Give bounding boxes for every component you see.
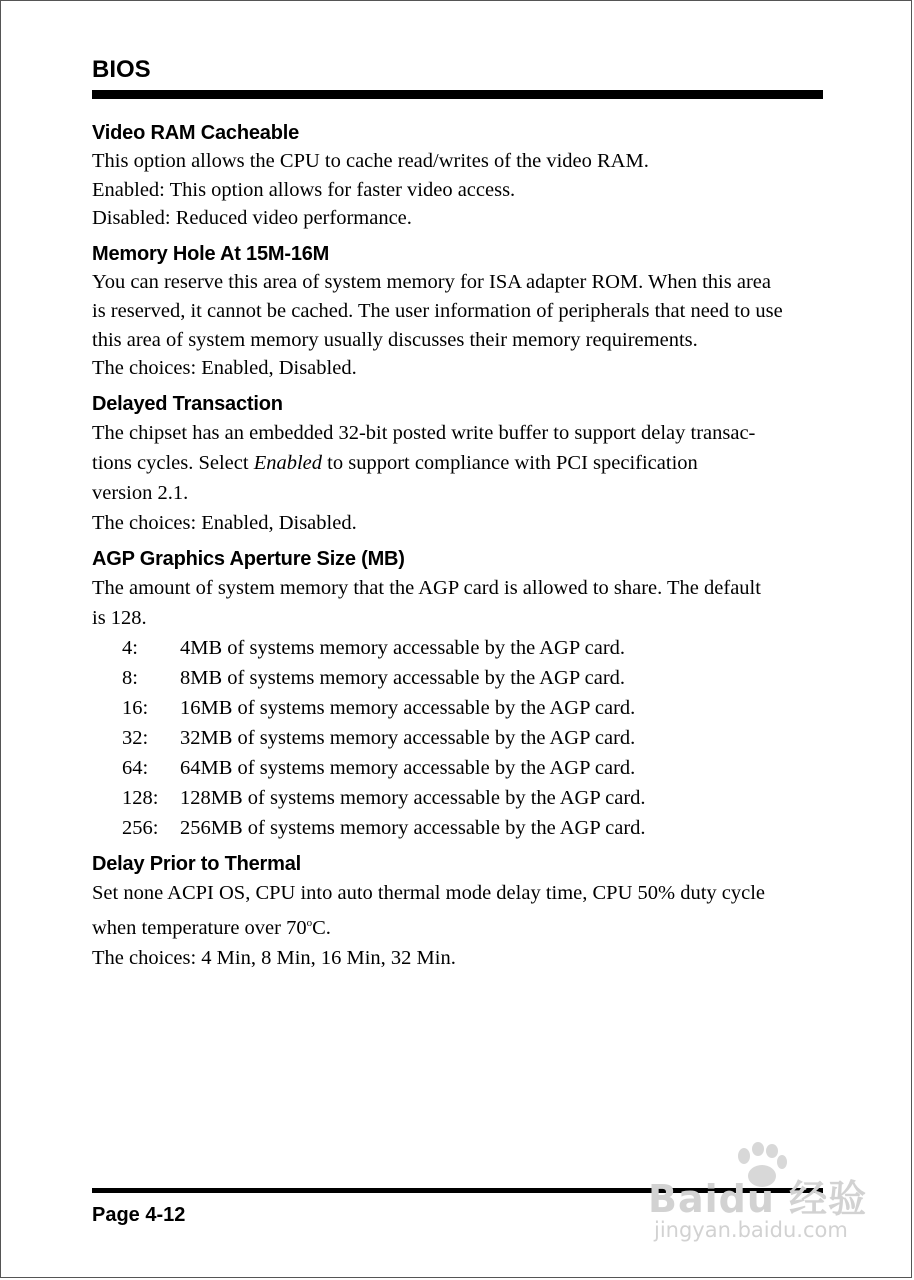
option-key: 64: — [122, 756, 149, 779]
option-text: 4MB of systems memory accessable by the AGP card. — [180, 636, 626, 659]
option-row — [92, 663, 827, 693]
section-agp-aperture-size — [92, 548, 827, 843]
paragraph-line — [92, 448, 827, 478]
section-memory-hole — [92, 243, 827, 383]
paragraph-line — [92, 908, 827, 943]
paragraph-line: The choices: 4 Min, 8 Min, 16 Min, 32 Min. — [92, 946, 456, 969]
option-text: 8MB of systems memory accessable by the AGP card. — [180, 666, 626, 689]
paragraph-line: Enabled: This option allows for faster video access. — [92, 178, 516, 201]
section-delayed-transaction — [92, 393, 827, 538]
paragraph-line: You can reserve this area of system memory for ISA adapter ROM. When this area — [92, 271, 771, 294]
page-number: Page 4-12 — [92, 1204, 186, 1226]
option-key: 8: — [122, 666, 138, 689]
paragraph-line: The choices: Enabled, Disabled. — [92, 511, 357, 534]
option-text: 16MB of systems memory accessable by the AGP card. — [180, 696, 636, 719]
header-title: BIOS — [92, 56, 151, 83]
option-key: 16: — [122, 696, 149, 719]
section-delay-prior-to-thermal — [92, 853, 827, 973]
text-run: to support compliance with PCI specification — [322, 451, 698, 474]
paragraph-line: is 128. — [92, 606, 147, 629]
section-heading: AGP Graphics Aperture Size (MB) — [92, 547, 405, 570]
paragraph-line: Disabled: Reduced video performance. — [92, 207, 412, 230]
option-row — [92, 783, 827, 813]
option-text: 64MB of systems memory accessable by the AGP card. — [180, 756, 636, 779]
emphasis-text: Enabled — [253, 451, 323, 474]
option-text: 128MB of systems memory accessable by the AGP card. — [180, 786, 646, 809]
option-row — [92, 633, 827, 663]
paragraph-line: Set none ACPI OS, CPU into auto thermal mode delay time, CPU 50% duty cycle — [92, 881, 766, 904]
option-key: 256: — [122, 816, 159, 839]
option-key: 4: — [122, 636, 138, 659]
section-heading: Delayed Transaction — [92, 392, 283, 415]
option-row — [92, 693, 827, 723]
section-heading: Video RAM Cacheable — [92, 122, 300, 144]
paragraph-line: version 2.1. — [92, 481, 189, 504]
watermark-url: jingyan.baidu.com — [654, 1218, 848, 1242]
header-rule — [92, 90, 823, 99]
option-text: 256MB of systems memory accessable by the AGP card. — [180, 816, 646, 839]
baidu-watermark — [648, 1142, 868, 1252]
paragraph-line: this area of system memory usually discusses their memory requirements. — [92, 328, 698, 351]
section-heading: Delay Prior to Thermal — [92, 852, 301, 875]
paragraph-line: is reserved, it cannot be cached. The user information of peripherals that need to use — [92, 299, 783, 322]
option-key: 32: — [122, 726, 149, 749]
text-run: tions cycles. Select — [92, 451, 254, 474]
degree-superscript: o — [306, 916, 313, 929]
section-video-ram-cacheable — [92, 122, 827, 233]
option-text: 32MB of systems memory accessable by the AGP card. — [180, 726, 636, 749]
paragraph-line: The chipset has an embedded 32-bit posted write buffer to support delay transac- — [92, 421, 756, 444]
option-row — [92, 753, 827, 783]
text-run: when temperature over 70 — [92, 916, 307, 939]
option-row — [92, 813, 827, 843]
watermark-brand: Baidu 经验 — [648, 1177, 868, 1221]
option-key: 128: — [122, 786, 159, 809]
paragraph-line: This option allows the CPU to cache read/writes of the video RAM. — [92, 150, 649, 172]
text-run: C. — [312, 916, 331, 939]
page-content — [92, 122, 827, 983]
paragraph-line: The choices: Enabled, Disabled. — [92, 357, 357, 380]
paragraph-line: The amount of system memory that the AGP card is allowed to share. The default — [92, 576, 761, 599]
section-heading: Memory Hole At 15M-16M — [92, 243, 330, 266]
option-row — [92, 723, 827, 753]
